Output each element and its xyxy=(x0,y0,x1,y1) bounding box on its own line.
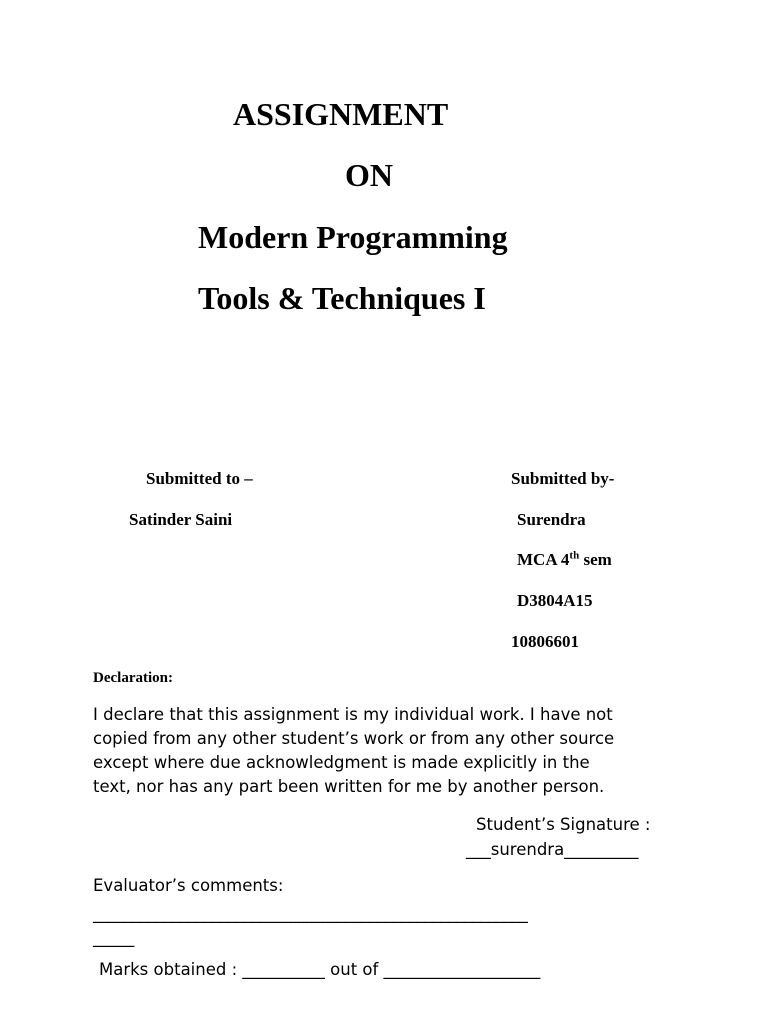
signature-label: Student’s Signature : xyxy=(476,815,651,834)
title-line-3: Modern Programming xyxy=(198,219,508,255)
submitted-by-course xyxy=(517,551,612,568)
title-line-4: Tools & Techniques I xyxy=(198,280,486,316)
submitted-to-label: Submitted to – xyxy=(146,469,253,488)
declaration-line: copied from any other student’s work or from any other source xyxy=(93,729,615,748)
declaration-body xyxy=(93,703,683,799)
submitted-by-reg: 10806601 xyxy=(511,632,579,651)
marks-obtained: Marks obtained : __________ out of ___________________ xyxy=(99,960,541,979)
evaluator-label: Evaluator’s comments: xyxy=(93,876,284,895)
declaration-heading: Declaration: xyxy=(93,670,173,686)
submitted-by-name: Surendra xyxy=(517,510,586,529)
evaluator-line-2: _____ xyxy=(93,928,135,947)
submitted-to-name: Satinder Saini xyxy=(129,510,233,529)
course-suffix: sem xyxy=(579,550,612,569)
submitted-by-roll: D3804A15 xyxy=(517,591,593,610)
declaration-line: text, nor has any part been written for me by another person. xyxy=(93,777,605,796)
signature-value: ___surendra_________ xyxy=(466,840,639,859)
course-prefix: MCA 4 xyxy=(517,550,570,569)
title-line-2: ON xyxy=(345,157,393,193)
submitted-by-label: Submitted by- xyxy=(511,469,615,488)
title-line-1: ASSIGNMENT xyxy=(233,96,449,132)
course-sup: th xyxy=(569,549,580,562)
declaration-line: I declare that this assignment is my individual work. I have not xyxy=(93,705,613,724)
evaluator-line-1: _______________________________________________________ xyxy=(93,904,528,923)
declaration-line: except where due acknowledgment is made explicitly in the xyxy=(93,753,590,772)
